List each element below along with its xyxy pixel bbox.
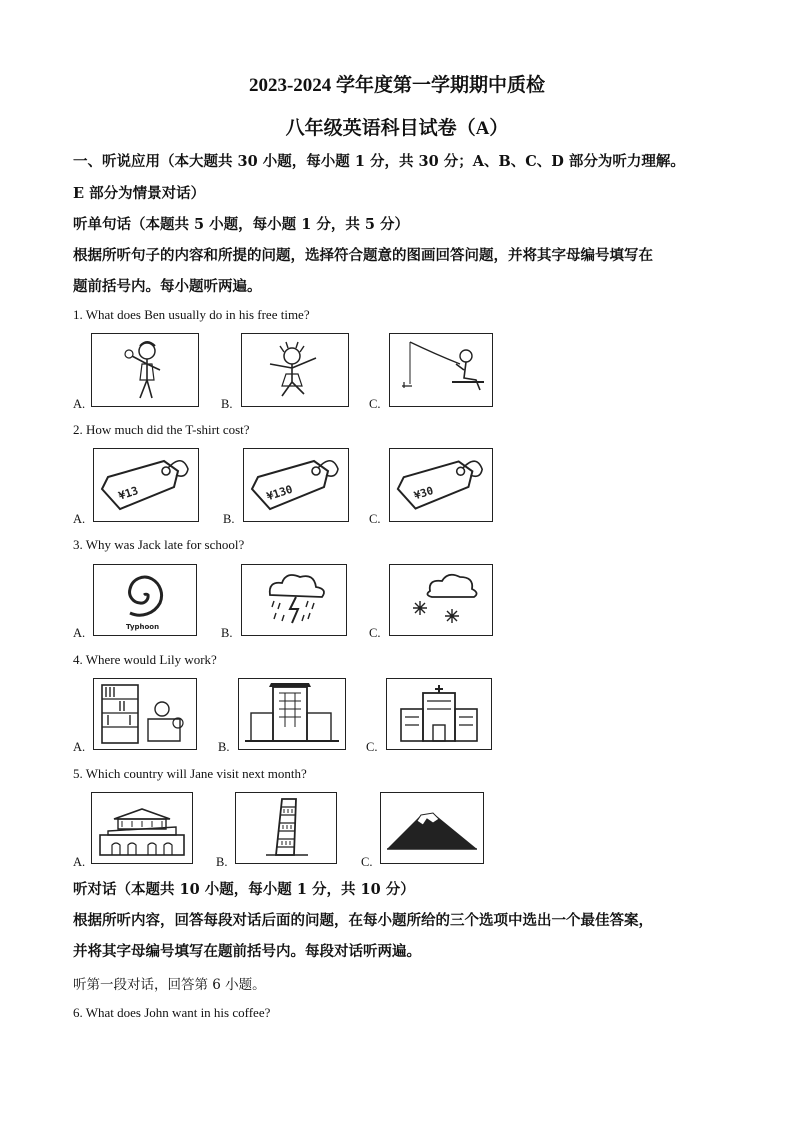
price-tag-icon bbox=[390, 449, 492, 521]
part-a-instruction-cont: 题前括号内。每小题听两遍。 bbox=[73, 278, 262, 295]
typhoon-icon bbox=[94, 565, 196, 635]
q5-option-a-image[interactable] bbox=[91, 792, 193, 864]
q5-option-c-label: C. bbox=[361, 855, 373, 869]
girl-dancing-icon bbox=[242, 334, 348, 406]
q2-option-b-image[interactable] bbox=[243, 448, 349, 522]
q2-tag-a-price: ¥13 bbox=[116, 484, 140, 503]
part-a-instruction: 根据所听句子的内容和所提的问题，选择符合题意的图画回答问题，并将其字母编号填写在 bbox=[73, 247, 653, 264]
q4-option-b-label: B. bbox=[218, 740, 230, 754]
library-icon bbox=[94, 679, 196, 749]
part-b-instruction: 根据所听内容，回答每段对话后面的问题，在每小题所给的三个选项中选出一个最佳答案， bbox=[73, 912, 653, 929]
dialogue-1-note: 听第一段对话，回答第 6 小题。 bbox=[73, 977, 266, 993]
question-1: 1. What does Ben usually do in his free time? bbox=[73, 307, 310, 322]
q1-option-c-image[interactable] bbox=[389, 333, 493, 407]
q4-option-a-image[interactable] bbox=[93, 678, 197, 750]
q3-option-b-image[interactable] bbox=[241, 564, 347, 636]
q3-option-a-image[interactable] bbox=[93, 564, 197, 636]
question-6: 6. What does John want in his coffee? bbox=[73, 1005, 271, 1020]
part-a-heading: 听单句话（本题共 5 小题，每小题 1 分，共 5 分） bbox=[73, 216, 410, 233]
leaning-tower-icon bbox=[236, 793, 336, 863]
snow-icon bbox=[390, 565, 492, 635]
q2-option-b-label: B. bbox=[223, 512, 235, 526]
section-heading-cont: E 部分为情景对话） bbox=[73, 185, 206, 202]
question-4: 4. Where would Lily work? bbox=[73, 652, 217, 667]
q1-option-a-label: A. bbox=[73, 397, 86, 411]
girl-playing-icon bbox=[92, 334, 198, 406]
q4-option-a-label: A. bbox=[73, 740, 86, 754]
question-3: 3. Why was Jack late for school? bbox=[73, 537, 245, 552]
q5-option-b-image[interactable] bbox=[235, 792, 337, 864]
q3-option-c-image[interactable] bbox=[389, 564, 493, 636]
q4-option-b-image[interactable] bbox=[238, 678, 346, 750]
q2-tag-b-price: ¥130 bbox=[265, 482, 295, 504]
q3-option-c-label: C. bbox=[369, 626, 381, 640]
q2-option-c-image[interactable] bbox=[389, 448, 493, 522]
page-subtitle: 八年级英语科目试卷（A） bbox=[285, 118, 509, 139]
mount-fuji-icon bbox=[381, 793, 483, 863]
q2-option-a-label: A. bbox=[73, 512, 86, 526]
price-tag-icon bbox=[94, 449, 198, 521]
q5-option-b-label: B. bbox=[216, 855, 228, 869]
q1-option-b-image[interactable] bbox=[241, 333, 349, 407]
q5-option-c-image[interactable] bbox=[380, 792, 484, 864]
q2-option-a-image[interactable] bbox=[93, 448, 199, 522]
q1-option-b-label: B. bbox=[221, 397, 233, 411]
q4-option-c-image[interactable] bbox=[386, 678, 492, 750]
q3-option-a-label: A. bbox=[73, 626, 86, 640]
fishing-icon bbox=[390, 334, 492, 406]
question-2: 2. How much did the T-shirt cost? bbox=[73, 422, 250, 437]
thunderstorm-icon bbox=[242, 565, 346, 635]
q4-option-c-label: C. bbox=[366, 740, 378, 754]
hospital-icon bbox=[387, 679, 491, 749]
q2-option-c-label: C. bbox=[369, 512, 381, 526]
q1-option-a-image[interactable] bbox=[91, 333, 199, 407]
price-tag-icon bbox=[244, 449, 348, 521]
part-b-heading: 听对话（本题共 10 小题，每小题 1 分，共 10 分） bbox=[73, 881, 415, 898]
page-title: 2023-2024 学年度第一学期期中质检 bbox=[248, 75, 546, 96]
section-heading: 一、听说应用（本大题共 30 小题，每小题 1 分，共 30 分；A、B、C、D 部分为听力理解。 bbox=[73, 153, 685, 170]
q1-option-c-label: C. bbox=[369, 397, 381, 411]
tiananmen-icon bbox=[92, 793, 192, 863]
typhoon-label: Typhoon bbox=[126, 623, 160, 631]
hotel-building-icon bbox=[239, 679, 345, 749]
q2-tag-c-price: ¥30 bbox=[412, 483, 435, 503]
q3-option-b-label: B. bbox=[221, 626, 233, 640]
question-5: 5. Which country will Jane visit next month? bbox=[73, 766, 307, 781]
q5-option-a-label: A. bbox=[73, 855, 86, 869]
part-b-instruction-cont: 并将其字母编号填写在题前括号内。每段对话听两遍。 bbox=[73, 943, 421, 960]
